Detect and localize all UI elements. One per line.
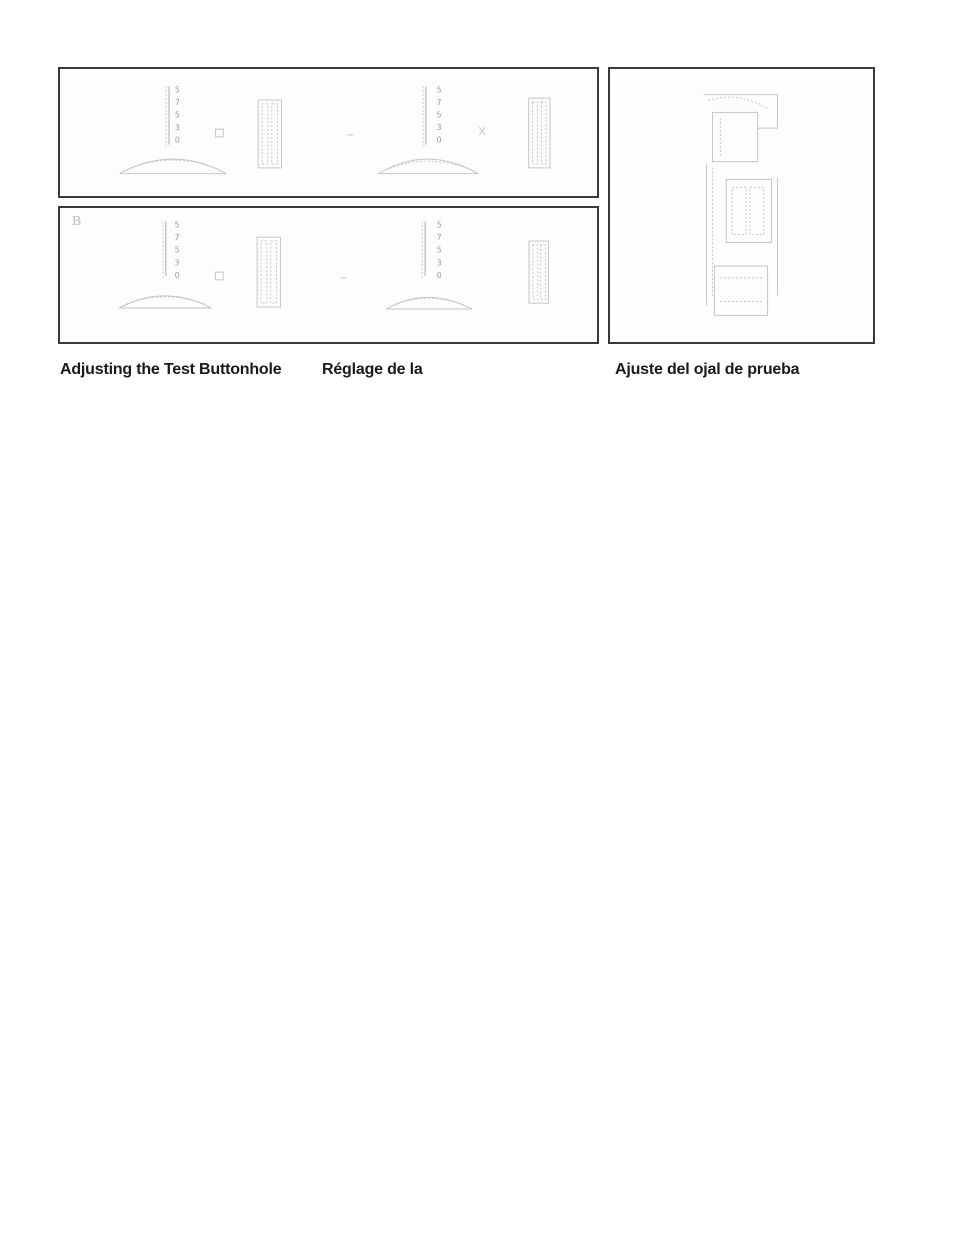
- illustration-panel-a: [58, 67, 599, 198]
- dial-number: 5: [436, 85, 442, 95]
- dial-group-right: [386, 220, 471, 309]
- dial-number: 5: [436, 220, 442, 230]
- dial-number: 5: [174, 110, 180, 120]
- dial-number: 7: [436, 233, 442, 243]
- dial-group-left: [119, 220, 223, 308]
- buttonhole-right: [529, 241, 548, 303]
- dial-number: 3: [436, 258, 442, 268]
- dial-number: 5: [436, 245, 442, 255]
- heading-english: Adjusting the Test Buttonhole: [60, 361, 282, 378]
- dial-number: 3: [436, 123, 442, 133]
- panel-b-drawing: [60, 208, 597, 342]
- buttonhole-left: [257, 237, 280, 307]
- illustration-panel-c: [608, 67, 875, 344]
- dial-number: 3: [174, 123, 180, 133]
- dial-group-left: [120, 85, 227, 173]
- dial-number: 5: [436, 110, 442, 120]
- dial-number: 7: [174, 97, 180, 107]
- dial-number: 0: [436, 270, 442, 280]
- dial-number: 7: [436, 97, 442, 107]
- buttonhole-right: [529, 98, 550, 168]
- presser-foot-closeup: [704, 95, 778, 316]
- dial-number: 0: [436, 135, 442, 145]
- dial-number: 5: [174, 220, 180, 230]
- dial-number: 0: [174, 135, 180, 145]
- heading-french: Réglage de la: [322, 361, 423, 378]
- dial-number: 0: [174, 270, 180, 280]
- heading-spanish: Ajuste del ojal de prueba: [615, 361, 800, 378]
- illustration-panel-b: [58, 206, 599, 344]
- buttonhole-left: [258, 100, 281, 168]
- dial-number: 3: [174, 258, 180, 268]
- dial-number: 5: [174, 245, 180, 255]
- dial-number: 5: [174, 85, 180, 95]
- dial-number: 7: [174, 233, 180, 243]
- panel-c-drawing: [610, 69, 873, 342]
- dial-group-right: [378, 85, 485, 173]
- panel-a-drawing: [60, 69, 597, 196]
- panel-b-letter: B: [72, 214, 82, 229]
